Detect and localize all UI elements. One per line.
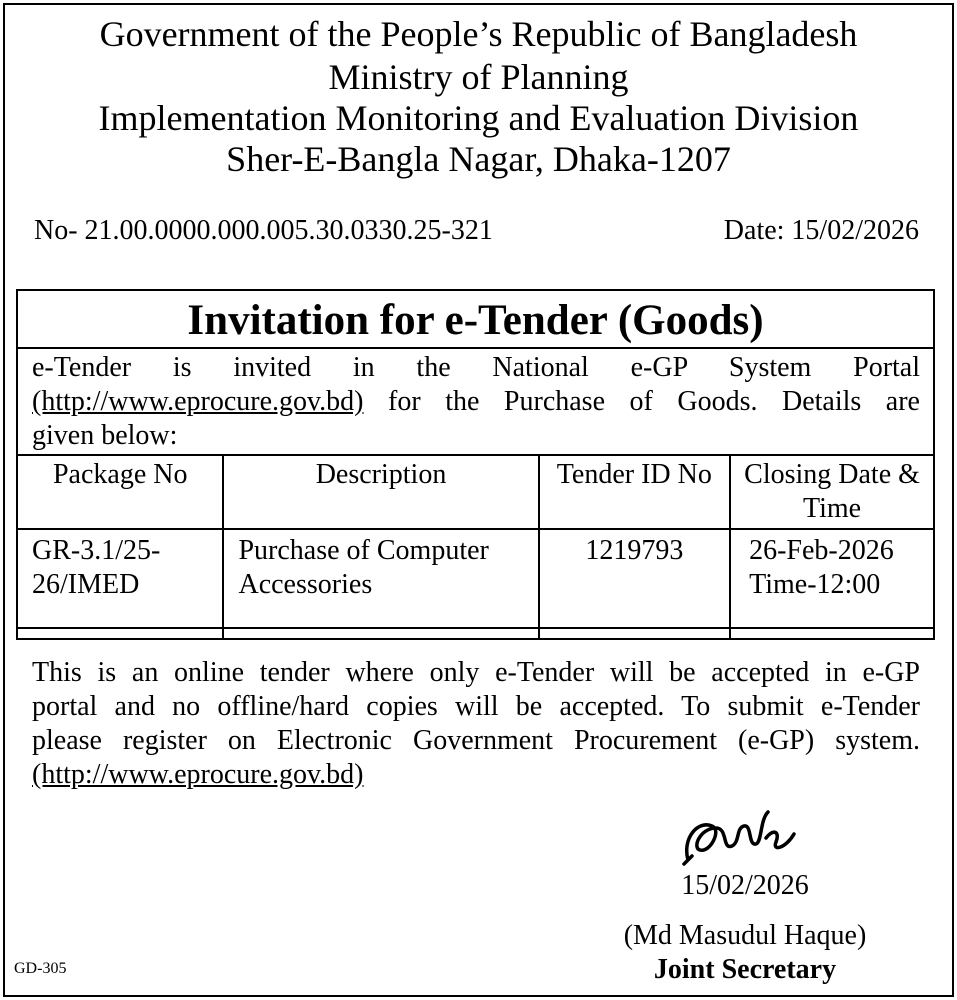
intro-line-2-text: for the Purchase of Goods. Details are xyxy=(363,386,920,417)
intro-line-2 xyxy=(32,385,920,419)
eprocure-link-2[interactable]: (http://www.eprocure.gov.bd) xyxy=(32,759,364,790)
header-ministry: Ministry of Planning xyxy=(328,57,629,97)
header-division: Implementation Monitoring and Evaluation Division xyxy=(98,98,859,138)
tender-notice-box xyxy=(16,289,935,629)
footer-code: GD-305 xyxy=(14,960,67,977)
col-header-description: Description xyxy=(223,455,538,529)
tender-table xyxy=(16,454,935,640)
intro-line-3: given below: xyxy=(32,420,178,451)
cell-description: Purchase of Computer Accessories xyxy=(223,529,538,639)
notice-intro xyxy=(32,351,920,453)
notice-title: Invitation for e-Tender (Goods) xyxy=(18,291,933,349)
cell-closing xyxy=(730,529,934,639)
cell-tender-id: 1219793 xyxy=(539,529,731,639)
instructions-line-2: portal and no offline/hard copies will be accepted. To submit e-Tender xyxy=(32,691,920,722)
table-header-row xyxy=(17,455,934,529)
closing-date: 26-Feb-2026 xyxy=(749,535,894,566)
header-address: Sher-E-Bangla Nagar, Dhaka-1207 xyxy=(226,139,731,179)
instructions-paragraph xyxy=(32,656,920,792)
signature-stroke xyxy=(684,812,794,864)
instructions-line-1: This is an online tender where only e-Tender will be accepted in e-GP xyxy=(32,657,920,688)
cell-package-no: GR-3.1/25-26/IMED xyxy=(17,529,223,639)
header-government: Government of the People’s Republic of Bangladesh xyxy=(99,14,858,54)
table-row xyxy=(17,529,934,639)
col-header-tender-id: Tender ID No xyxy=(539,455,731,529)
col-header-package: Package No xyxy=(17,455,223,529)
eprocure-link[interactable]: (http://www.eprocure.gov.bd) xyxy=(32,386,364,417)
memo-date: Date: 15/02/2026 xyxy=(723,215,919,246)
signature-date: 15/02/2026 xyxy=(681,870,809,901)
handwritten-signature xyxy=(670,798,810,878)
memo-number: No- 21.00.0000.000.005.30.0330.25-321 xyxy=(34,215,493,246)
col-header-closing: Closing Date & Time xyxy=(730,455,934,529)
closing-time: Time-12:00 xyxy=(749,569,881,600)
signatory-name: (Md Masudul Haque) xyxy=(623,920,867,951)
intro-line-1: e-Tender is invited in the National e-GP System Portal xyxy=(32,352,920,383)
instructions-line-4 xyxy=(32,758,920,792)
instructions-line-3: please register on Electronic Government Procurement (e-GP) system. xyxy=(32,725,920,756)
signatory-designation: Joint Secretary xyxy=(653,954,837,985)
